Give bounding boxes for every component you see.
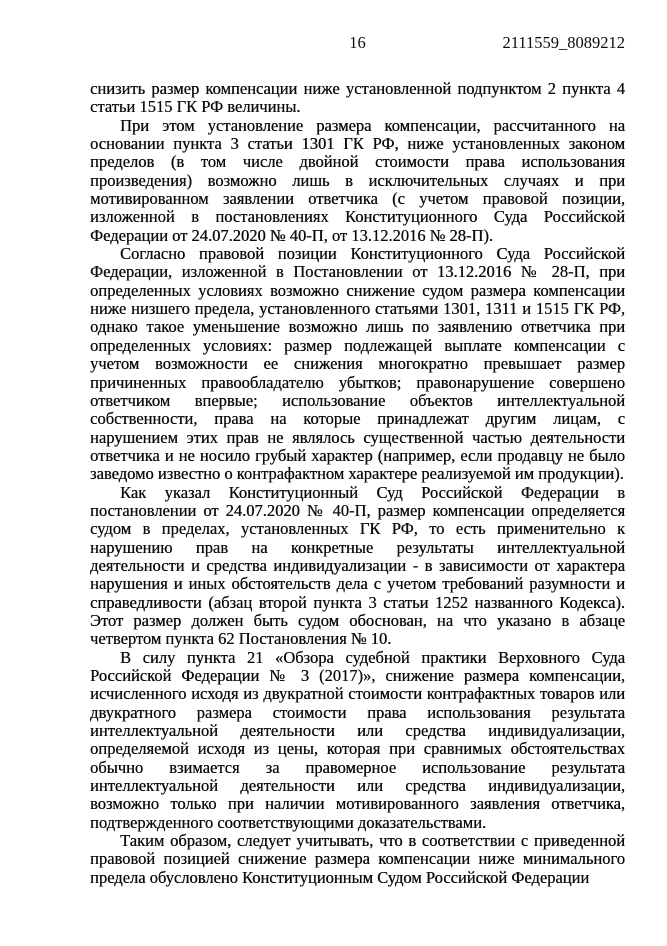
paragraph-5: В силу пункта 21 «Обзора судебной практики Верховного Суда Российской Федерации № 3 (2017)», снижение размера компенсации, исчисленного исходя из двукратной стоимости контрафактных товаров или двукратного размера стоимости права использования результата интеллектуальной деятельности или средства индивидуализации, определяемой исходя из цены, которая при сравнимых обстоятельствах обычно взимается за правомерное использование результата интеллектуальной деятельности или средства индивидуализации, возможно только при наличии мотивированного заявления ответчика, подтвержденного соответствующими доказательствами. bbox=[90, 647, 625, 832]
paragraph-3: Согласно правовой позиции Конституционного Суда Российской Федерации, изложенной в Постановлении от 13.12.2016 № 28-П, при определенных условиях возможно снижение судом размера компенсации ниже низшего предела, установленного статьями 1301, 1311 и 1515 ГК РФ, однако такое уменьшение возможно лишь по заявлению ответчика при определенных условиях: размер подлежащей выплате компенсации с учетом возможности ее снижения многократно превышает размер причиненных правообладателю убытков; правонарушение совершено ответчиком впервые; использование объектов интеллектуальной собственности, права на которые принадлежат другим лицам, с нарушением этих прав не являлось существенной частью деятельности ответчика и не носило грубый характер (например, если продавцу не было заведомо известно о контрафактном характере реализуемой им продукции). bbox=[90, 244, 625, 484]
document-body bbox=[90, 80, 625, 887]
paragraph-6: Таким образом, следует учитывать, что в соответствии с приведенной правовой позицией снижение размера компенсации ниже минимального предела обусловлено Конституционным Судом Российской Федерации bbox=[90, 831, 625, 887]
paragraph-2: При этом установление размера компенсации, рассчитанного на основании пункта 3 статьи 1301 ГК РФ, ниже установленных законом пределов (в том числе двойной стоимости права использования произведения) возможно лишь в исключительных случаях и при мотивированном заявлении ответчика (с учетом правовой позиции, изложенной в постановлениях Конституционного Суда Российской Федерации от 24.07.2020 № 40-П, от 13.12.2016 № 28-П). bbox=[90, 115, 625, 245]
document-code: 2111559_8089212 bbox=[502, 33, 625, 52]
page-number: 16 bbox=[349, 33, 366, 52]
paragraph-4: Как указал Конституционный Суд Российской Федерации в постановлении от 24.07.2020 № 40-П, размер компенсации определяется судом в пределах, установленных ГК РФ, то есть применительно к нарушению прав на конкретные результаты интеллектуальной деятельности и средства индивидуализации - в зависимости от характера нарушения и иных обстоятельств дела с учетом требований разумности и справедливости (абзац второй пункта 3 статьи 1252 названного Кодекса). Этот размер должен быть судом обоснован, на что указано в абзаце четвертом пункта 62 Постановления № 10. bbox=[90, 482, 625, 649]
paragraph-1: снизить размер компенсации ниже установленной подпунктом 2 пункта 4 статьи 1515 ГК РФ величины. bbox=[90, 79, 625, 117]
page-header bbox=[90, 34, 625, 54]
